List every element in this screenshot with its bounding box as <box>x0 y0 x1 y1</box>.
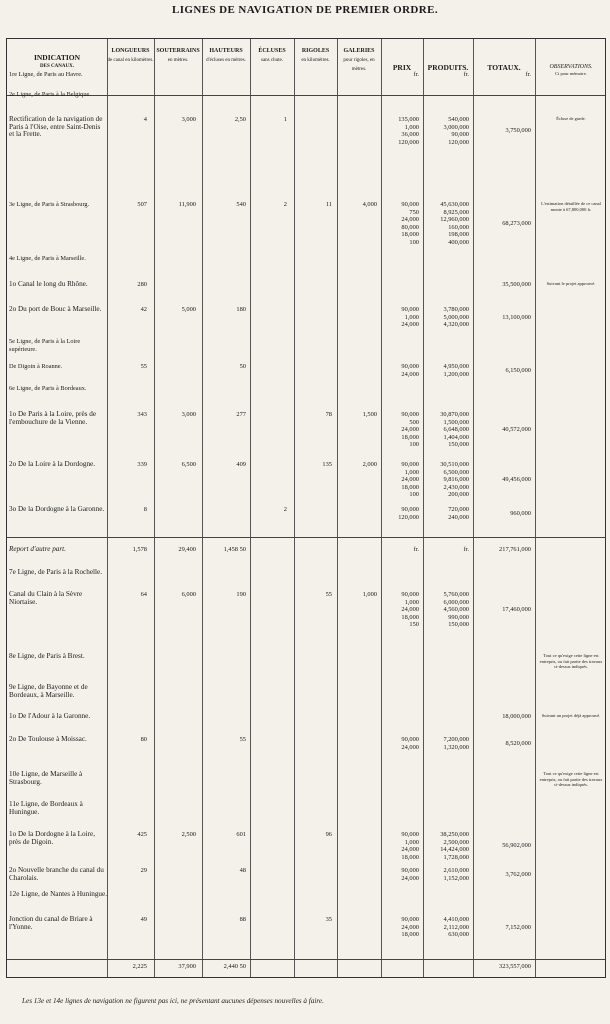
cell-galerie: 2,000 <box>362 461 377 468</box>
cell-rigole: 55 <box>325 591 332 598</box>
header-souterrains: SOUTERRAINS en mètres. <box>156 48 200 63</box>
cell-total: 18,000,000 <box>502 713 531 720</box>
cell-longueur: 343 <box>137 411 147 418</box>
cell-total: 3,762,000 <box>505 870 531 878</box>
cell-total: 17,460,000 <box>502 606 531 613</box>
cell-hauteur: 601 <box>236 831 246 838</box>
cell-produit: 200,000 <box>448 491 469 498</box>
cell-prix: 500 <box>409 418 419 426</box>
cell-prix: 24,000 <box>401 476 419 483</box>
cell-hauteur: 2,50 <box>234 116 246 123</box>
cell-prix: fr. <box>413 546 419 553</box>
cell-produit: 2,112,000 <box>443 923 469 931</box>
header-indication: INDICATION DES CANAUX. <box>33 53 81 69</box>
cell-total: 40,572,000 <box>502 426 531 433</box>
cell-prix: 18,000 <box>401 433 419 441</box>
cell-longueur: 1,578 <box>132 546 147 553</box>
cell-produit: 5,000,000 <box>443 313 469 321</box>
cell-prix: 36,000 <box>401 131 419 138</box>
cell-produit: 1,728,000 <box>443 853 469 861</box>
cell-prix: 1,000 <box>404 598 419 606</box>
row-label: 12e Ligne, de Nantes à Huningue. <box>9 890 107 898</box>
cell-prix: 18,000 <box>401 931 419 938</box>
cell-hauteur: 540 <box>236 201 246 208</box>
cell-produit: 150,000 <box>448 621 469 628</box>
row-label: 1re Ligne, de Paris au Havre. <box>9 71 83 78</box>
cell-hauteur: 190 <box>236 591 246 598</box>
cell-total: 323,557,000 <box>499 963 531 970</box>
cell-observation: Ci pour mémoire. <box>555 71 587 76</box>
cell-galerie: 4,000 <box>362 201 377 208</box>
cell-souterrain: 3,000 <box>181 116 196 123</box>
cell-total: 960,000 <box>510 509 531 517</box>
cell-prix: 90,000 <box>401 916 419 923</box>
cell-prix: 1,000 <box>404 313 419 321</box>
row-label: 1o De Paris à la Loire, près de l'embouchure de la Vienne. <box>9 410 97 426</box>
row-label: 2o De la Loire à la Dordogne. <box>9 460 96 468</box>
cell-hauteur: 180 <box>236 306 246 313</box>
cell-produit: 3,000,000 <box>443 123 469 131</box>
navigation-table <box>6 38 606 978</box>
cell-souterrain: 3,000 <box>181 411 196 418</box>
cell-prix: 24,000 <box>401 606 419 613</box>
cell-longueur: 4 <box>143 116 147 123</box>
footnote: Les 13e et 14e lignes de navigation ne figurent pas ici, ne présentant aucunes dépenses nouvelles à faire. <box>22 997 324 1005</box>
cell-prix: 120,000 <box>398 513 419 521</box>
cell-total: 49,456,000 <box>502 476 531 483</box>
cell-prix: 18,000 <box>401 231 419 238</box>
row-label: 7e Ligne, de Paris à la Rochelle. <box>9 568 103 576</box>
cell-produit: 9,816,000 <box>443 476 469 483</box>
cell-produit: 30,510,000 <box>440 461 469 468</box>
cell-produit: 4,950,000 <box>443 363 469 370</box>
row-label: Report d'autre part. <box>9 545 66 553</box>
cell-longueur: 339 <box>137 461 147 468</box>
cell-observation: Écluse de garde. <box>556 116 586 121</box>
cell-longueur: 8 <box>143 506 147 513</box>
cell-total: 8,520,000 <box>505 739 531 747</box>
header-totaux: TOTAUX. <box>487 63 521 72</box>
cell-prix: 18,000 <box>401 483 419 491</box>
cell-observation: Tout ce qu'exige cette ligne est entrepris, ou fait partie des travaux ci-dessus indiqués. <box>539 771 603 787</box>
cell-longueur: 507 <box>137 201 147 208</box>
cell-souterrain: 29,400 <box>178 546 196 553</box>
cell-prix: 24,000 <box>401 874 419 882</box>
row-label: 2o Du port de Bouc à Marseille. <box>9 305 102 313</box>
cell-prix: 80,000 <box>401 223 419 231</box>
cell-rigole: 96 <box>325 831 332 838</box>
cell-total: 13,100,000 <box>502 313 531 321</box>
cell-prix: 24,000 <box>401 321 419 328</box>
cell-rigole: 35 <box>325 916 332 923</box>
cell-produit: 630,000 <box>448 931 469 938</box>
cell-prix: 150 <box>409 621 419 628</box>
cell-total: 6,150,000 <box>505 366 531 374</box>
cell-prix: 1,000 <box>404 468 419 476</box>
row-label: 2o Nouvelle branche du canal du Charolais. <box>9 866 104 882</box>
cell-hauteur: 55 <box>239 736 246 743</box>
cell-total: 217,761,000 <box>499 546 531 553</box>
cell-produit: 8,925,000 <box>443 208 469 216</box>
cell-produit: 240,000 <box>448 513 469 521</box>
cell-produit: 6,648,000 <box>443 426 469 433</box>
cell-prix: 90,000 <box>401 867 419 874</box>
cell-produit: 38,250,000 <box>440 831 469 838</box>
cell-prix: 1,000 <box>404 838 419 846</box>
header-rigoles: RIGOLES en kilomètres. <box>301 48 330 63</box>
row-label: Rectification de la navigation de Paris à l'Oise, entre Saint-Denis et la Frette. <box>9 115 103 138</box>
cell-prix: 750 <box>409 208 419 216</box>
header-longueurs: LONGUEURS de canal en kilomètres. <box>107 48 154 63</box>
cell-prix: 90,000 <box>401 591 419 598</box>
row-label: 3e Ligne, de Paris à Strasbourg. <box>9 201 90 208</box>
row-label: 10e Ligne, de Marseille à Strasbourg. <box>9 770 83 786</box>
cell-produit: 2,430,000 <box>443 483 469 491</box>
cell-produit: 45,630,000 <box>440 201 469 208</box>
header-prix: PRIX <box>392 63 412 72</box>
row-label: 2e Ligne, de Paris à la Belgique. <box>9 91 91 98</box>
cell-produit: 30,870,000 <box>440 411 469 418</box>
cell-longueur: 49 <box>140 916 147 923</box>
cell-produit: 90,000 <box>451 131 469 138</box>
cell-longueur: 425 <box>137 831 147 838</box>
cell-total: 35,500,000 <box>502 281 531 288</box>
row-label: 1o De la Dordogne à la Loire, près de Digoin. <box>9 830 96 846</box>
cell-longueur: 2,225 <box>132 963 147 970</box>
cell-longueur: 64 <box>140 591 147 598</box>
cell-prix: 100 <box>409 491 419 498</box>
cell-hauteur: 409 <box>236 461 246 468</box>
row-label: Jonction du canal de Briare à l'Yonne. <box>9 915 93 931</box>
cell-produit: 5,760,000 <box>443 591 469 598</box>
cell-produit: 160,000 <box>448 223 469 231</box>
cell-prix: 24,000 <box>401 743 419 751</box>
cell-produit: 540,000 <box>448 116 469 123</box>
cell-longueur: 280 <box>137 281 147 288</box>
cell-prix: 90,000 <box>401 506 419 513</box>
cell-souterrain: 6,500 <box>181 461 196 468</box>
row-label: 2o De Toulouse à Moissac. <box>9 735 87 743</box>
row-label: 6e Ligne, de Paris à Bordeaux. <box>9 385 87 392</box>
cell-prix: 90,000 <box>401 461 419 468</box>
cell-rigole: 11 <box>325 201 332 208</box>
cell-produit: 7,200,000 <box>443 736 469 743</box>
cell-hauteur: 1,458 50 <box>223 546 246 553</box>
cell-total: fr. <box>525 71 531 78</box>
cell-prix: 90,000 <box>401 363 419 370</box>
cell-hauteur: 277 <box>236 411 246 418</box>
cell-longueur: 80 <box>140 736 147 743</box>
cell-produit: 1,500,000 <box>443 418 469 426</box>
cell-observation: Suivant le projet approuvé. <box>546 281 596 286</box>
cell-produit: 6,000,000 <box>443 598 469 606</box>
cell-produit: 120,000 <box>448 138 469 146</box>
row-label: 3o De la Dordogne à la Garonne. <box>9 505 105 513</box>
cell-produit: 1,404,000 <box>443 433 469 441</box>
cell-produit: 1,200,000 <box>443 370 469 378</box>
cell-prix: 100 <box>409 238 419 246</box>
header-hauteurs: HAUTEURS d'écluses en mètres. <box>206 48 246 63</box>
cell-ecluse: 1 <box>283 116 287 123</box>
cell-souterrain: 2,500 <box>181 831 196 838</box>
cell-observation: Suivant un projet déjà approuvé. <box>541 713 601 718</box>
cell-produit: 2,610,000 <box>443 867 469 874</box>
cell-prix: 100 <box>409 441 419 448</box>
row-label: 4e Ligne, de Paris à Marseille. <box>9 255 86 262</box>
page-title: LIGNES DE NAVIGATION DE PREMIER ORDRE. <box>172 4 438 16</box>
cell-souterrain: 5,000 <box>181 306 196 313</box>
cell-produit: 1,320,000 <box>443 743 469 751</box>
cell-rigole: 135 <box>322 461 332 468</box>
row-label: 9e Ligne, de Bayonne et de Bordeaux, à Marseille. <box>9 683 88 699</box>
cell-longueur: 42 <box>140 306 147 313</box>
cell-produit: 1,152,000 <box>443 874 469 882</box>
cell-prix: 90,000 <box>401 201 419 208</box>
cell-prix: 24,000 <box>401 846 419 853</box>
cell-ecluse: 2 <box>283 201 287 208</box>
cell-produit: 2,500,000 <box>443 838 469 846</box>
cell-rigole: 78 <box>325 411 332 418</box>
cell-produit: 4,560,000 <box>443 606 469 613</box>
cell-produit: 3,780,000 <box>443 306 469 313</box>
header-produits: PRODUITS. <box>427 63 469 72</box>
row-label: De Digoin à Roanne. <box>9 363 63 370</box>
cell-longueur: 55 <box>140 363 147 370</box>
cell-prix: 24,000 <box>401 923 419 931</box>
cell-prix: 24,000 <box>401 216 419 223</box>
cell-total: 56,902,000 <box>502 842 531 850</box>
cell-produit: 12,960,000 <box>440 216 469 223</box>
cell-prix: 24,000 <box>401 426 419 433</box>
cell-hauteur: 48 <box>239 867 246 874</box>
cell-prix: 135,000 <box>398 116 419 123</box>
cell-hauteur: 88 <box>239 916 246 923</box>
cell-produit: fr. <box>463 546 469 553</box>
cell-observation: Tout ce qu'exige cette ligne est entrepris, ou fait partie des travaux ci-dessus indiqués. <box>539 653 603 669</box>
row-label: Canal du Clain à la Sèvre Niortaise. <box>9 590 83 606</box>
cell-ecluse: 2 <box>283 506 287 513</box>
header-ecluses: ÉCLUSES sans chute. <box>258 48 286 63</box>
cell-total: 68,273,000 <box>502 219 531 227</box>
cell-produit: 4,320,000 <box>443 321 469 328</box>
cell-produit: 400,000 <box>448 238 469 246</box>
cell-observation: L'estimation détaillée de ce canal monte à 67,800,000 fr. <box>541 201 601 212</box>
cell-galerie: 1,000 <box>362 591 377 598</box>
cell-hauteur: 2,440 50 <box>223 963 246 970</box>
cell-longueur: 29 <box>140 867 147 874</box>
row-label: 1o Canal le long du Rhône. <box>9 280 88 288</box>
row-label: 1o De l'Adour à la Garonne. <box>9 712 91 720</box>
cell-prix: 24,000 <box>401 370 419 378</box>
cell-prix: 120,000 <box>398 138 419 146</box>
cell-prix: fr. <box>413 71 419 78</box>
cell-total: 7,152,000 <box>505 923 531 931</box>
cell-produit: 150,000 <box>448 441 469 448</box>
cell-prix: 90,000 <box>401 736 419 743</box>
cell-produit: fr. <box>463 71 469 78</box>
cell-total: 3,750,000 <box>505 127 531 135</box>
cell-hauteur: 50 <box>239 363 246 370</box>
cell-souterrain: 11,900 <box>178 201 196 208</box>
cell-produit: 990,000 <box>448 613 469 621</box>
cell-prix: 90,000 <box>401 306 419 313</box>
cell-souterrain: 6,000 <box>181 591 196 598</box>
row-label: 8e Ligne, de Paris à Brest. <box>9 652 85 660</box>
cell-souterrain: 37,900 <box>178 963 196 970</box>
header-observations: OBSERVATIONS. <box>549 64 593 70</box>
cell-produit: 198,000 <box>448 231 469 238</box>
cell-prix: 90,000 <box>401 831 419 838</box>
row-label: 5e Ligne, de Paris à la Loire supérieure. <box>9 338 81 353</box>
cell-prix: 1,000 <box>404 123 419 131</box>
cell-galerie: 1,500 <box>362 411 377 418</box>
row-label: 11e Ligne, de Bordeaux à Huningue. <box>9 800 83 816</box>
cell-produit: 14,424,000 <box>440 846 469 853</box>
cell-prix: 18,000 <box>401 613 419 621</box>
cell-produit: 4,410,000 <box>443 916 469 923</box>
header-galeries: GALERIES pour rigoles, en mètres. <box>343 48 375 72</box>
cell-prix: 90,000 <box>401 411 419 418</box>
cell-produit: 6,500,000 <box>443 468 469 476</box>
cell-produit: 720,000 <box>448 506 469 513</box>
cell-prix: 18,000 <box>401 853 419 861</box>
